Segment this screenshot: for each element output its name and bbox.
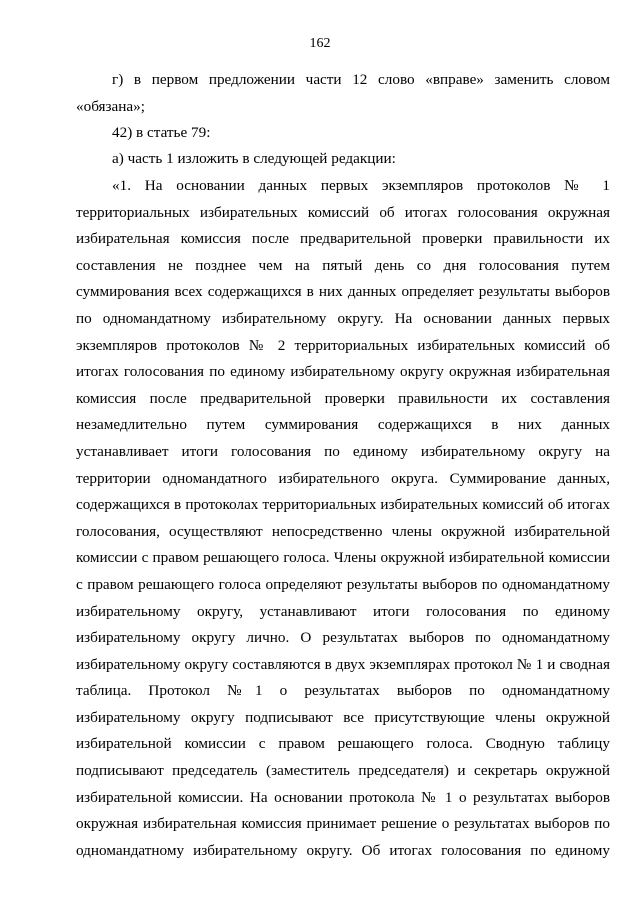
- paragraph-g: г) в первом предложении части 12 слово «вправе» заменить словом «обязана»;: [76, 71, 610, 115]
- page-number: 162: [309, 36, 331, 51]
- paragraph-part-1: «1. На основании данных первых экземпляров протоколов № 1 территориальных избирательных комиссий об итогах голосования окружная избирательная комиссия после предварительной проверки правильности их составления не позднее чем на пятый день со дня голосования путем суммирования всех содержащихся в них данных определяет результаты выборов по одномандатному избирательному округу. На основании данных первых экземпляров протоколов № 2 территориальных избирательных комиссий об итогах голосования по единому избирательному округу окружная избирательная комиссия после предварительной проверки правильности их составления незамедлительно путем суммирования содержащихся в них данных устанавливает итоги голосования по единому избирательному округу на территории одномандатного избирательного округа. Суммирование данных, содержащихся в протоколах территориальных избирательных комиссий об итогах голосования, осуществляют непосредственно члены окружной избирательной комиссии с правом решающего голоса. Члены окружной избирательной комиссии с правом решающего голоса определяют результаты выборов по одномандатному избирательному округу, устанавливают итоги голосования по единому избирательному округу лично. О результатах выборов по одномандатному избирательному округу составляются в двух экземплярах протокол № 1 и сводная таблица. Протокол №1 о результатах выборов по одномандатному избирательному округу подписывают все присутствующие члены окружной избирательной комиссии с правом решающего голоса. Сводную таблицу подписывают председатель (заместитель председателя) и секретарь окружной избирательной комиссии. На основании протокола № 1 о результатах выборов окружная избирательная комиссия принимает решение о результатах выборов по одномандатному избирательному округу. Об итогах голосования по единому: [76, 177, 610, 859]
- paragraph-a: а) часть 1 изложить в следующей редакции:: [112, 150, 396, 167]
- paragraph-article-79: 42) в статье 79:: [112, 124, 211, 141]
